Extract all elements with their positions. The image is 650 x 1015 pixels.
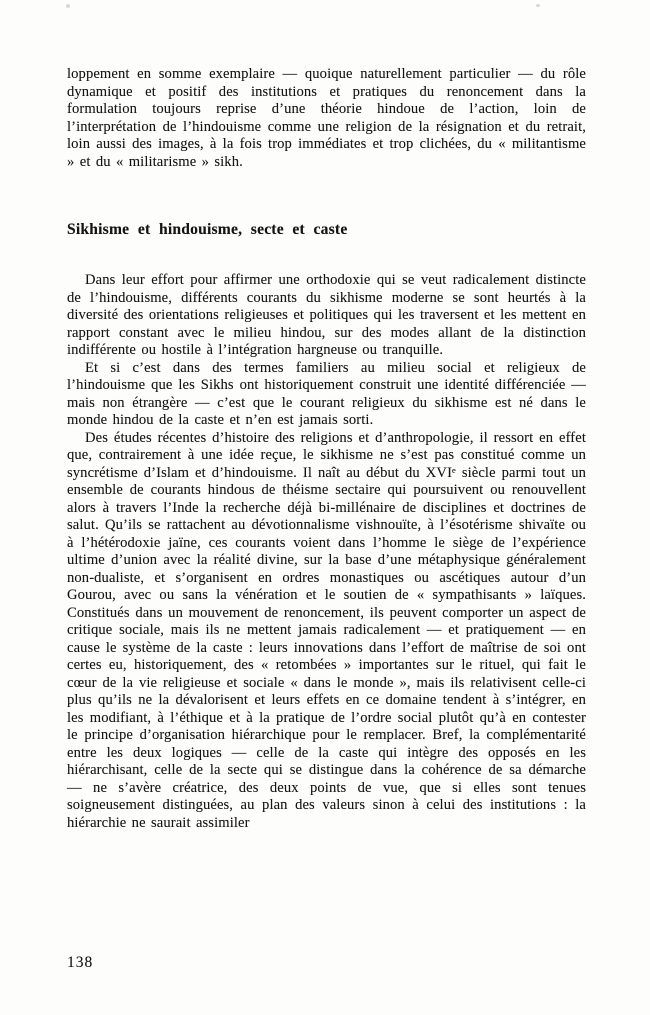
body-paragraph-3: Des études récentes d’histoire des religions et d’anthropologie, il ressort en effet que, contrairement à une idée reçue, le sikhisme ne s’est pas constitué comme un syncrétisme d’Islam et d’hindouisme. Il naît au début du XVIᵉ siècle parmi tout un ensemble de courants hindous de théisme sectaire qui poursuivent ou renouvellent alors à travers l’Inde la recherche déjà bi-millénaire de disciplines et doctrines de salut. Qu’ils se rattachent au dévotionnalisme vishnouïte, à l’ésotérisme shivaïte ou à l’hétérodoxie jaïne, ces courants voient dans l’homme le siège de l’expérience ultime d’union avec la réalité divine, sur la base d’une métaphysique généralement non-dualiste, et s’organisent en ordres monastiques ou ascétiques autour d’un Gourou, avec ou sans la vénération et le soutien de « sympathisants » laïques. Constitués dans un mouvement de renoncement, ils peuvent comporter un aspect de critique sociale, mais ils ne mettent jamais radicalement — et pratiquement — en cause le système de la caste : leurs innovations dans l’effort de maîtrise de soi ont certes eu, historiquement, des « retombées » importantes sur le rituel, qui fait le cœur de la vie religieuse et sociale « dans le monde », mais ils relativisent celle-ci plus qu’ils ne la dévalorisent et leurs effets en ce domaine tendent à s’intégrer, en les modifiant, à l’éthique et à la pratique de l’ordre social plutôt qu’à en contester le principe d’organisation hiérarchique pour le remplacer. Bref, la complémentarité entre les deux logiques — celle de la caste qui intègre des opposés en les hiérarchisant, celle de la secte qui se distingue dans la cohérence de sa démarche — ne s’avère créatrice, des deux points de vue, que si elles sont tenues soigneusement distinguées, au plan des valeurs sinon à celui des institutions : la hiérarchie ne saurait assimiler bbox=[67, 429, 586, 831]
continuation-paragraph: loppement en somme exemplaire — quoique naturellement particulier — du rôle dynamique et positif des institutions et pratiques du renoncement dans la formulation toujours reprise d’une théorie hindoue de l’action, loin de l’interprétation de l’hindouisme comme une religion de la résignation et du retrait, loin aussi des images, à la fois trop immédiates et trop clichées, du « militantisme » et du « militarisme » sikh. bbox=[67, 66, 586, 170]
scan-speckle-right bbox=[536, 4, 540, 7]
section-heading: Sikhisme et hindouisme, secte et caste bbox=[67, 221, 348, 238]
scan-speckle-left bbox=[66, 4, 70, 8]
page-text-block bbox=[67, 66, 586, 832]
page-number: 138 bbox=[67, 954, 94, 971]
body-paragraph-2: Et si c’est dans des termes familiers au milieu social et religieux de l’hindouisme que les Sikhs ont historiquement construit une identité différenciée — mais non étrangère — c’est que le courant religieux du sikhisme est né dans le monde hindou de la caste et n’en est jamais sorti. bbox=[67, 359, 586, 428]
body-paragraph-1: Dans leur effort pour affirmer une orthodoxie qui se veut radicalement distincte de l’hindouisme, différents courants du sikhisme moderne se sont heurtés à la diversité des orientations religieuses et politiques qui les traversent et les mettent en rapport constant avec le milieu hindou, sur des modes allant de la distinction indifférente ou hostile à l’intégration hargneuse ou tranquille. bbox=[67, 272, 586, 358]
